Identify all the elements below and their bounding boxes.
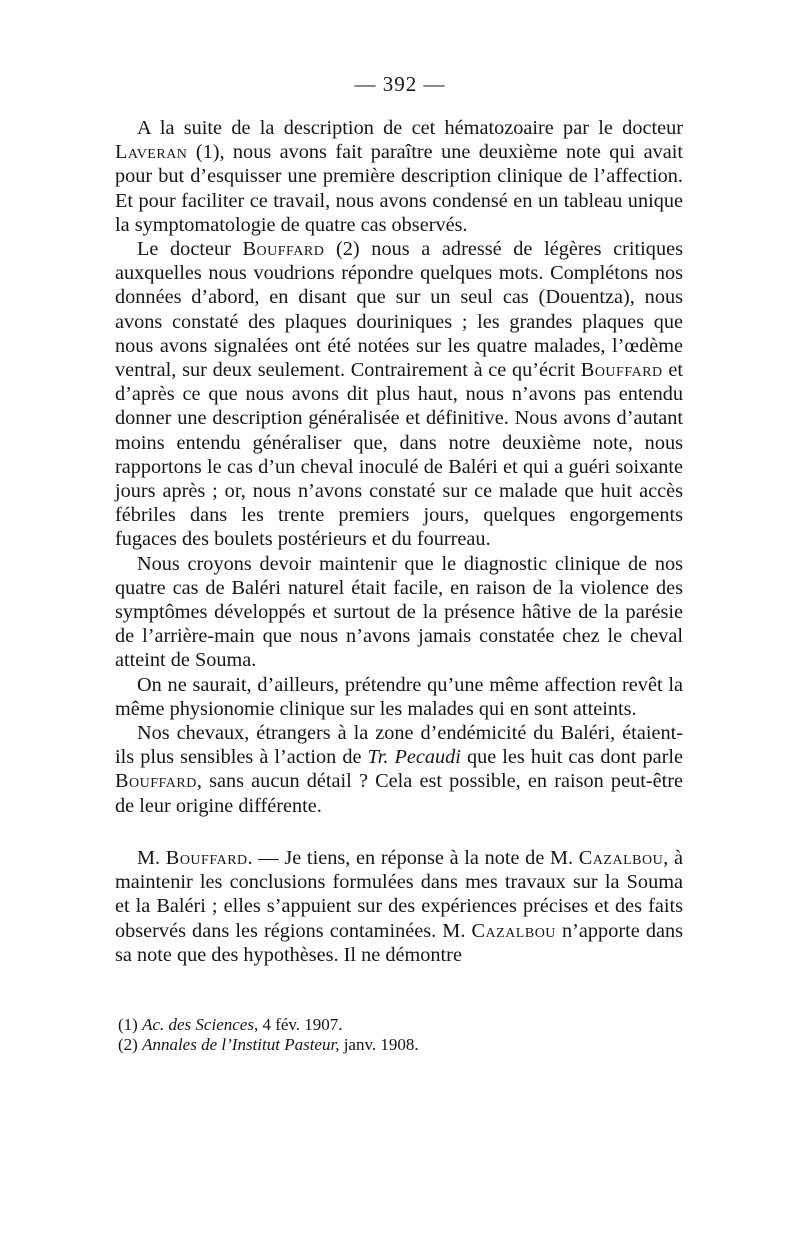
author-name-bouffard: Bouffard — [165, 846, 248, 869]
paragraph-1 — [115, 116, 683, 237]
paragraph-4: On ne saurait, d’ailleurs, prétendre qu’une même affection revêt la même physionomie clinique sur les malades qui en sont atteints. — [115, 673, 683, 720]
paragraph-2-text-b: (2) nous a adressé de légères critiques auxquelles nous voudrions répondre quelques mots. Complétons nos données d’abord, en disant que sur un seul cas (Douentza), nous avons constaté des plaques douriniques ; les grandes plaques que nous avons signalées ont été notées sur les quatre malades, l’œdème ventral, sur deux seulement. Contrairement à ce qu’écrit — [115, 238, 683, 382]
species-name: Tr. Pecaudi — [367, 746, 461, 769]
page-number: — 392 — — [354, 72, 446, 96]
author-name-bouffard: Bouffard — [580, 359, 663, 382]
paragraph-2-text-a: Le docteur — [137, 238, 243, 261]
paragraph-6-text-a: . — Je tiens, en réponse à la note de M. — [247, 846, 579, 869]
footnote-marker: (1) — [118, 1015, 143, 1034]
footnote-2 — [118, 1035, 638, 1055]
author-name-cazalbou: Cazalbou — [578, 846, 664, 869]
paragraph-6 — [115, 846, 683, 967]
author-name-bouffard: Bouffard — [242, 238, 325, 261]
paragraph-2-text-c: et d’après ce que nous avons dit plus haut, nous n’avons pas entendu donner une description généralisée et définitive. Nous avons d’autant moins entendu généraliser que, dans notre deuxième note, nous rapportons le cas d’un cheval inoculé de Baléri et qui a guéri soixante jours après ; or, nous n’avons constaté sur ce malade que huit accès fébriles dans les trente premiers jours, quelques engorgements fugaces des boulets postérieurs et du fourreau. — [115, 359, 683, 551]
footnote-marker: (2) — [118, 1035, 143, 1054]
body-text — [115, 116, 683, 967]
footnote-source: Annales de l’Institut Pasteur, — [142, 1035, 340, 1054]
author-name-laveran: Laveran — [115, 141, 188, 164]
paragraph-6-text-b: , à maintenir les conclusions formulées dans mes travaux sur la Souma et la Baléri ; elles s’appuient sur des expériences précises et des faits observés dans les régions contaminées. M. — [115, 846, 683, 942]
footnote-detail: janv. 1908. — [339, 1035, 419, 1054]
paragraph-3: Nous croyons devoir maintenir que le diagnostic clinique de nos quatre cas de Baléri naturel était facile, en raison de la violence des symptômes développés et surtout de la présence hâtive de la parésie de l’arrière-main que nous n’avons jamais constatée chez le cheval atteint de Souma. — [115, 552, 683, 672]
paragraph-1-text-a: A la suite de la description de cet hématozoaire par le docteur — [137, 117, 683, 139]
footnote-detail: 4 fév. 1907. — [258, 1015, 343, 1034]
footnote-source: Ac. des Sciences, — [142, 1015, 259, 1034]
section-gap — [115, 818, 683, 846]
paragraph-6-prefix: M. — [137, 846, 166, 869]
paragraph-5 — [115, 721, 683, 818]
author-name-bouffard: Bouffard — [115, 770, 197, 793]
footnote-1 — [118, 1015, 638, 1035]
paragraph-5-text-a: Nos chevaux, étrangers à la zone d’endémicité du Baléri, étaient-ils plus sensibles à l’action de — [115, 722, 683, 769]
paragraph-5-text-b: que les huit cas dont parle — [460, 746, 683, 769]
paragraph-2 — [115, 237, 683, 552]
paragraph-6-text-c: n’apporte dans sa note que des hypothèses. Il ne démontre — [115, 919, 683, 966]
footnotes — [118, 1015, 638, 1055]
paragraph-1-text-b: (1), nous avons fait paraître une deuxième note qui avait pour but d’esquisser une première description clinique de l’affection. Et pour faciliter ce travail, nous avons condensé en un tableau unique la symptomatologie de quatre cas observés. — [115, 141, 683, 236]
paragraph-5-text-c: , sans aucun détail ? Cela est possible, en raison peut-être de leur origine différente. — [115, 770, 683, 817]
author-name-cazalbou: Cazalbou — [471, 919, 556, 942]
